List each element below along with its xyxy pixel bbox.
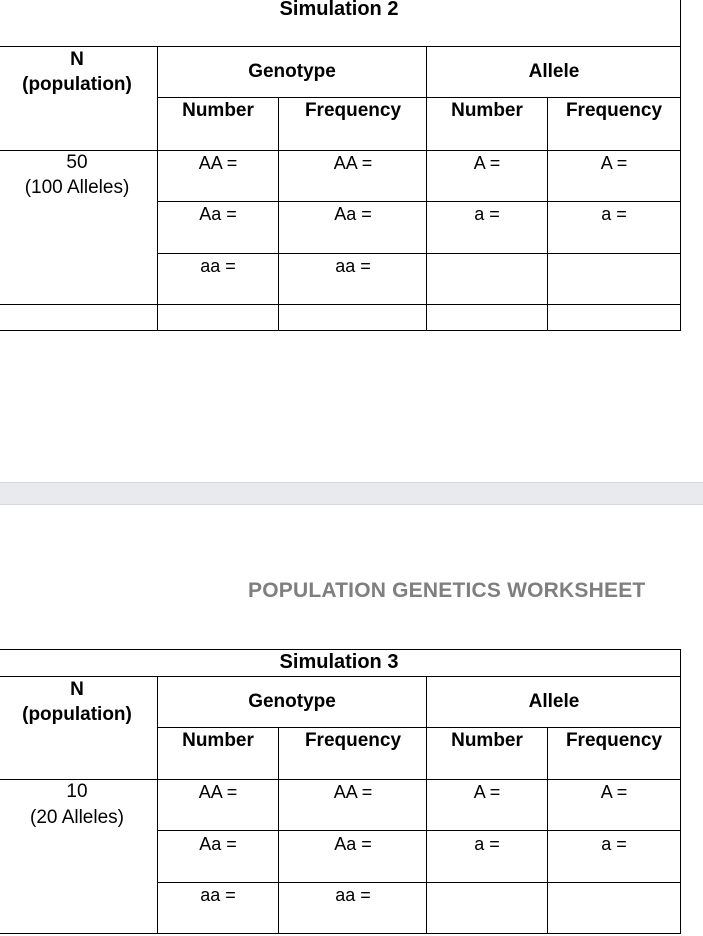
page-gap: [0, 482, 703, 505]
allele-frequency-A: A =: [600, 782, 628, 802]
header-allele-frequency: Frequency: [565, 730, 663, 751]
genotype-frequency-aa: aa =: [335, 256, 371, 276]
genotype-number-AA: AA =: [198, 782, 238, 802]
simulation-3-title: Simulation 3: [279, 651, 399, 673]
header-allele: Allele: [528, 61, 580, 82]
genotype-frequency-Aa: Aa =: [334, 204, 372, 224]
header-allele-frequency: Frequency: [565, 100, 663, 121]
genotype-number-AA: AA =: [198, 153, 238, 173]
genotype-frequency-Aa: Aa =: [334, 834, 372, 854]
header-genotype: Genotype: [248, 61, 336, 82]
header-genotype-number: Number: [182, 100, 254, 121]
worksheet-title: POPULATION GENETICS WORKSHEET: [248, 579, 646, 602]
header-genotype-frequency: Frequency: [304, 730, 402, 751]
genotype-number-Aa: Aa =: [199, 204, 237, 224]
header-n: N: [70, 679, 84, 700]
allele-number-A: A =: [473, 782, 501, 802]
genotype-number-Aa: Aa =: [199, 834, 237, 854]
allele-number-a: a =: [474, 204, 500, 224]
header-genotype-frequency: Frequency: [304, 100, 402, 121]
header-population: (population): [22, 74, 132, 95]
allele-frequency-a: a =: [601, 834, 627, 854]
header-population: (population): [22, 704, 132, 725]
population-size: 10: [66, 781, 88, 802]
simulation-2-title: Simulation 2: [279, 0, 399, 20]
header-n: N: [70, 49, 84, 70]
allele-number-a: a =: [474, 834, 500, 854]
header-genotype-number: Number: [182, 730, 254, 751]
genotype-frequency-aa: aa =: [335, 885, 371, 905]
genotype-number-aa: aa =: [200, 256, 236, 276]
header-allele-number: Number: [451, 730, 523, 751]
header-allele: Allele: [528, 691, 580, 712]
worksheet-page-2: [0, 505, 703, 936]
genotype-frequency-AA: AA =: [333, 782, 373, 802]
allele-frequency-a: a =: [601, 204, 627, 224]
population-size: 50: [66, 152, 88, 173]
header-allele-number: Number: [451, 100, 523, 121]
allele-count: (20 Alleles): [30, 807, 124, 828]
genotype-frequency-AA: AA =: [333, 153, 373, 173]
genotype-number-aa: aa =: [200, 885, 236, 905]
allele-frequency-A: A =: [600, 153, 628, 173]
header-genotype: Genotype: [248, 691, 336, 712]
allele-number-A: A =: [473, 153, 501, 173]
allele-count: (100 Alleles): [24, 177, 130, 198]
